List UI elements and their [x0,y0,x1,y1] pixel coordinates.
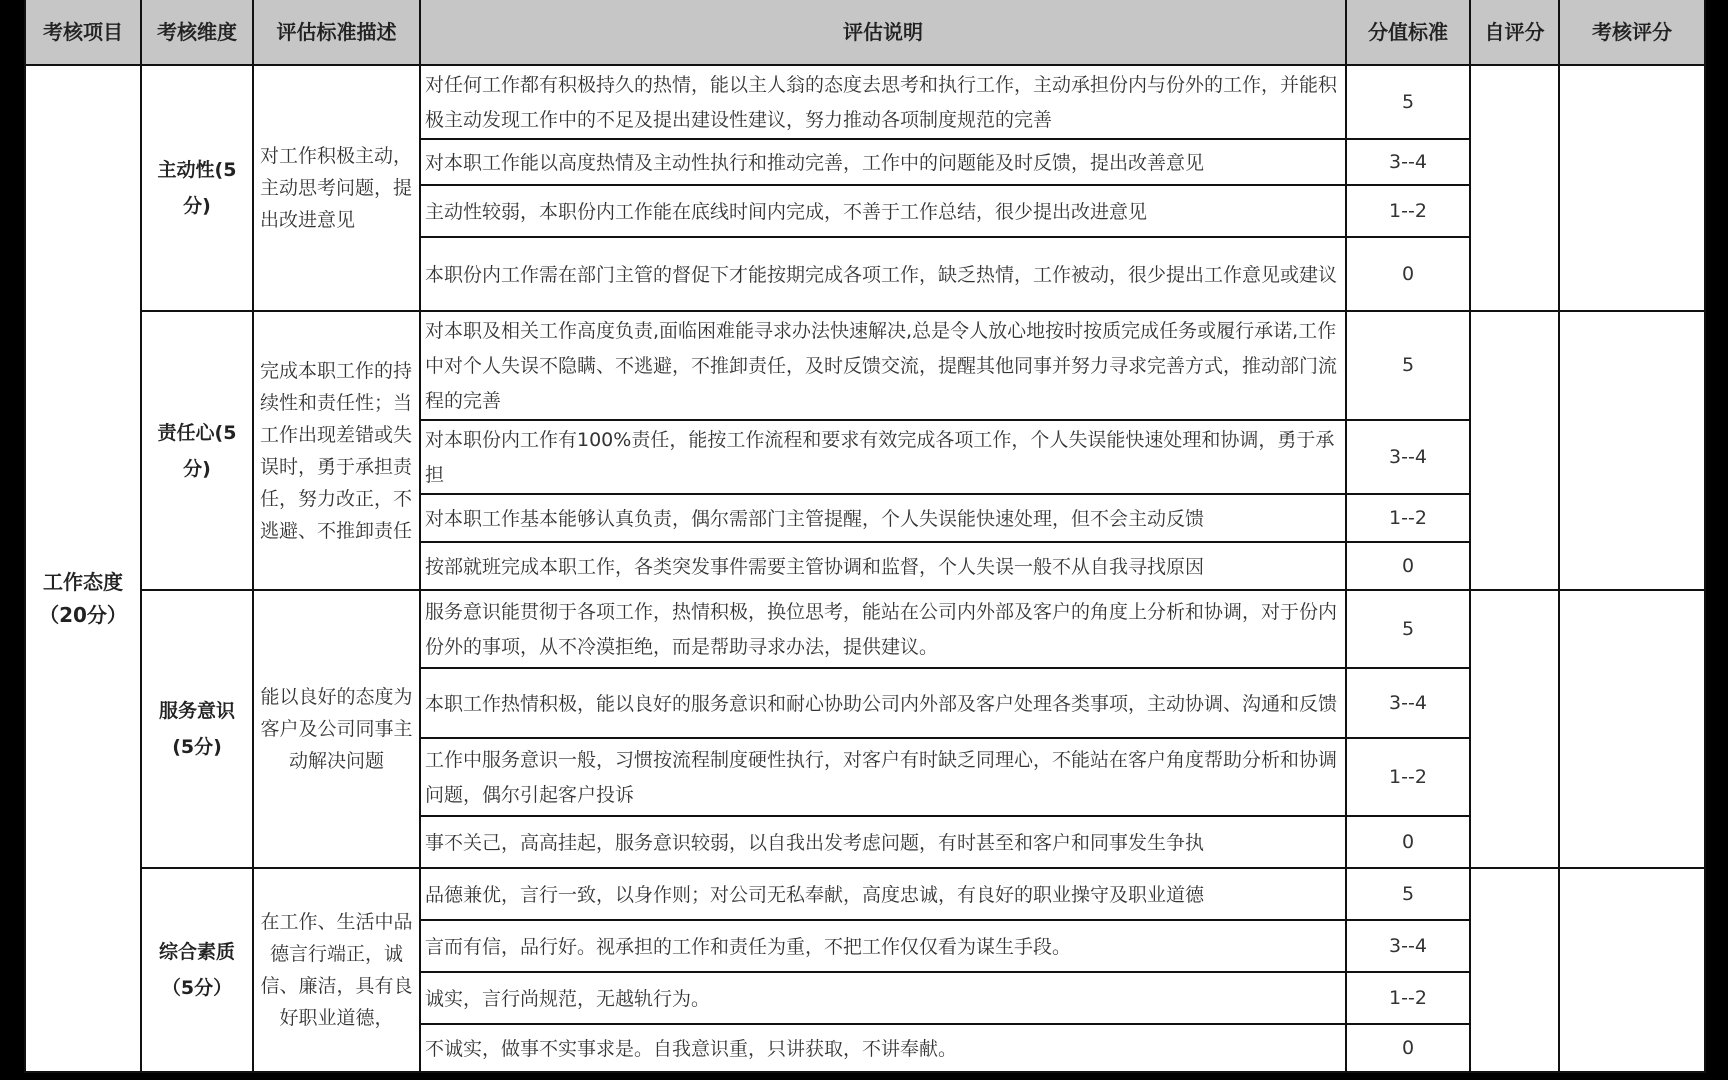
dimension-cell [141,65,253,311]
score-cell: 5 [1346,590,1470,668]
standard-desc-cell: 对工作积极主动，主动思考问题，提出改进意见 [253,65,420,311]
dimension-label: 综合素质 [158,941,235,963]
dimension-cell [141,590,253,868]
dimension-label: 主动性(5 [157,159,237,181]
score-cell: 0 [1346,542,1470,590]
explanation-cell: 对本职工作能以高度热情及主动性执行和推动完善，工作中的问题能及时反馈，提出改善意见 [420,139,1346,185]
dimension-points: (5分) [172,736,222,758]
score-cell: 0 [1346,237,1470,311]
score-cell: 5 [1346,868,1470,920]
dimension-cell [141,868,253,1072]
score-cell: 1--2 [1346,494,1470,542]
explanation-cell: 工作中服务意识一般，习惯按流程制度硬性执行，对客户有时缺乏同理心，不能站在客户角度帮助分析和协调问题，偶尔引起客户投诉 [420,738,1346,816]
explanation-cell: 诚实，言行尚规范，无越轨行为。 [420,972,1346,1024]
header-explanation: 评估说明 [420,0,1346,65]
header-row [25,0,1705,65]
header-standard-desc: 评估标准描述 [253,0,420,65]
dimension-points: 分) [183,195,211,217]
score-cell: 3--4 [1346,668,1470,738]
dimension-cell [141,311,253,590]
explanation-cell: 主动性较弱，本职份内工作能在底线时间内完成，不善于工作总结，很少提出改进意见 [420,185,1346,237]
header-score-standard: 分值标准 [1346,0,1470,65]
header-dimension: 考核维度 [141,0,253,65]
table-row [25,311,1705,420]
explanation-cell: 言而有信，品行好。视承担的工作和责任为重，不把工作仅仅看为谋生手段。 [420,920,1346,972]
score-cell: 3--4 [1346,920,1470,972]
score-cell: 0 [1346,1024,1470,1072]
table-row [25,868,1705,920]
score-cell: 3--4 [1346,139,1470,185]
explanation-cell: 本职份内工作需在部门主管的督促下才能按期完成各项工作，缺乏热情，工作被动，很少提出工作意见或建议 [420,237,1346,311]
item-name: 工作态度 [43,569,123,594]
explanation-cell: 对本职份内工作有100%责任，能按工作流程和要求有效完成各项工作，个人失误能快速处理和协调，勇于承担 [420,420,1346,494]
explanation-cell: 对本职工作基本能够认真负责，偶尔需部门主管提醒，个人失误能快速处理，但不会主动反馈 [420,494,1346,542]
explanation-cell: 对任何工作都有积极持久的热情，能以主人翁的态度去思考和执行工作，主动承担份内与份外的工作，并能积极主动发现工作中的不足及提出建设性建议，努力推动各项制度规范的完善 [420,65,1346,139]
explanation-cell: 事不关己，高高挂起，服务意识较弱，以自我出发考虑问题，有时甚至和客户和同事发生争执 [420,816,1346,868]
item-points: （20分） [39,602,127,627]
header-item: 考核项目 [25,0,141,65]
evaluation-sheet [24,0,1704,1073]
item-cell [25,65,141,1072]
evaluation-table [24,0,1706,1073]
dimension-label: 服务意识 [158,700,235,722]
dimension-points: 分) [183,457,211,480]
review-score-cell[interactable] [1559,590,1705,868]
self-score-cell[interactable] [1470,590,1559,868]
standard-desc-cell: 在工作、生活中品德言行端正，诚信、廉洁，具有良好职业道德， [253,868,420,1072]
score-cell: 0 [1346,816,1470,868]
score-cell: 3--4 [1346,420,1470,494]
score-cell: 1--2 [1346,738,1470,816]
explanation-cell: 品德兼优，言行一致，以身作则；对公司无私奉献，高度忠诚，有良好的职业操守及职业道德 [420,868,1346,920]
table-row [25,590,1705,668]
self-score-cell[interactable] [1470,311,1559,590]
explanation-cell: 本职工作热情积极，能以良好的服务意识和耐心协助公司内外部及客户处理各类事项，主动协调、沟通和反馈 [420,668,1346,738]
review-score-cell[interactable] [1559,65,1705,311]
score-cell: 1--2 [1346,185,1470,237]
standard-desc-cell: 能以良好的态度为客户及公司同事主动解决问题 [253,590,420,868]
header-review-score: 考核评分 [1559,0,1705,65]
dimension-points: （5分） [161,977,233,999]
review-score-cell[interactable] [1559,868,1705,1072]
score-cell: 5 [1346,65,1470,139]
table-row [25,65,1705,139]
standard-desc-cell: 完成本职工作的持续性和责任性；当工作出现差错或失误时，勇于承担责任，努力改正，不逃避、不推卸责任 [253,311,420,590]
explanation-cell: 不诚实，做事不实事求是。自我意识重，只讲获取，不讲奉献。 [420,1024,1346,1072]
score-cell: 5 [1346,311,1470,420]
explanation-cell: 按部就班完成本职工作，各类突发事件需要主管协调和监督，个人失误一般不从自我寻找原因 [420,542,1346,590]
header-self-score: 自评分 [1470,0,1559,65]
self-score-cell[interactable] [1470,868,1559,1072]
score-cell: 1--2 [1346,972,1470,1024]
review-score-cell[interactable] [1559,311,1705,590]
self-score-cell[interactable] [1470,65,1559,311]
explanation-cell: 对本职及相关工作高度负责,面临困难能寻求办法快速解决,总是令人放心地按时按质完成任务或履行承诺,工作中对个人失误不隐瞒、不逃避，不推卸责任，及时反馈交流，提醒其他同事并努力寻求完善方式，推动部门流程的完善 [420,311,1346,420]
dimension-label: 责任心(5 [157,421,237,444]
explanation-cell: 服务意识能贯彻于各项工作，热情积极，换位思考，能站在公司内外部及客户的角度上分析和协调，对于份内份外的事项，从不冷漠拒绝，而是帮助寻求办法，提供建议。 [420,590,1346,668]
